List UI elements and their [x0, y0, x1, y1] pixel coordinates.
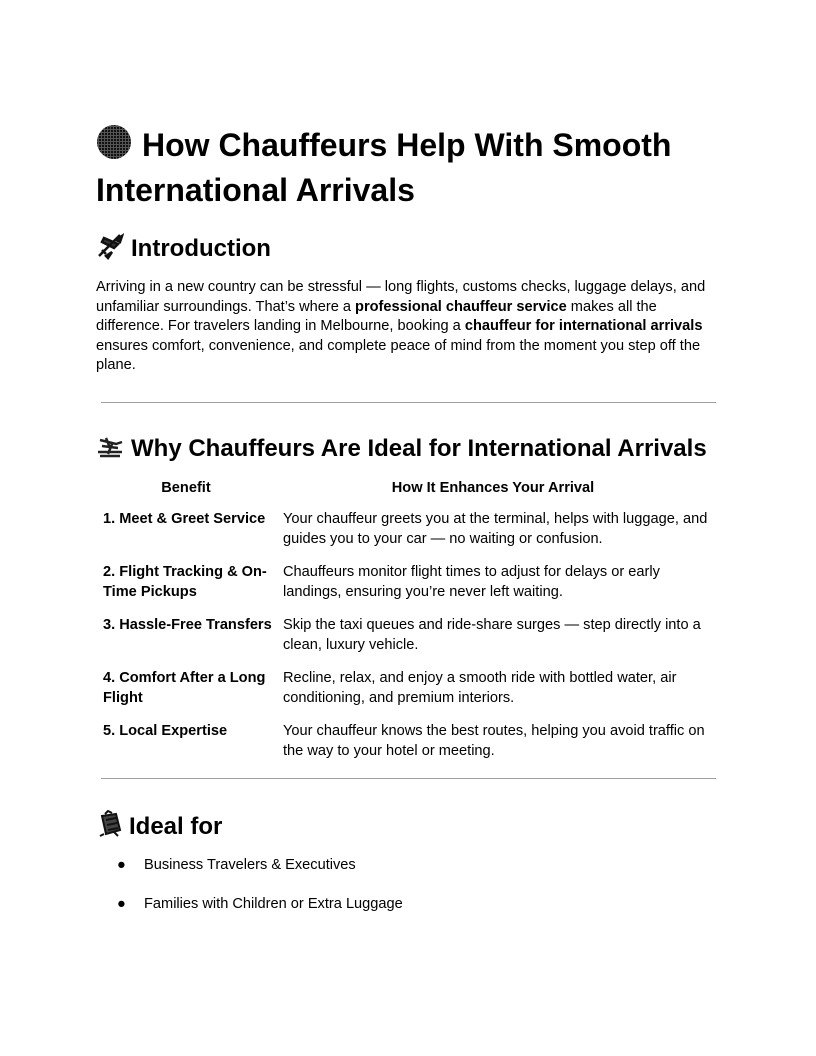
intro-text-1: Arriving in a new country can be stressful — long flights, customs checks, luggage delays, and unfamiliar surroundings. That’s where a [96, 279, 706, 315]
table-row [96, 616, 716, 669]
column-header-enhancement: How It Enhances Your Arrival [391, 480, 595, 496]
page-title [96, 124, 736, 211]
table-row [96, 563, 716, 616]
benefit-cell: 2. Flight Tracking & On-Time Pickups [103, 564, 267, 600]
introduction-paragraph [96, 278, 718, 376]
why-heading-text: Why Chauffeurs Are Ideal for International Arrivals [131, 435, 707, 462]
introduction-heading-text: Introduction [131, 235, 271, 262]
benefit-cell: 4. Comfort After a Long Flight [103, 670, 266, 706]
benefit-cell: 3. Hassle-Free Transfers [103, 617, 272, 633]
benefits-table [96, 476, 716, 775]
benefit-cell: 5. Local Expertise [103, 723, 228, 739]
list-item-text: Families with Children or Extra Luggage [144, 896, 403, 912]
introduction-heading [96, 232, 271, 268]
ideal-for-list [96, 856, 696, 934]
column-header-benefit: Benefit [161, 480, 211, 496]
globe-icon [96, 124, 132, 170]
airplane-icon [96, 232, 124, 268]
ideal-for-heading-text: Ideal for [129, 813, 223, 840]
description-cell: Your chauffeur knows the best routes, helping you avoid traffic on the way to your hotel or meeting. [283, 723, 705, 759]
bullet-icon: ● [117, 857, 126, 873]
description-cell: Chauffeurs monitor flight times to adjust for delays or early landings, ensuring you’re never left waiting. [283, 564, 660, 600]
title-text: How Chauffeurs Help With Smooth International Arrivals [96, 127, 672, 208]
intro-bold-2: chauffeur for international arrivals [464, 318, 703, 334]
description-cell: Recline, relax, and enjoy a smooth ride with bottled water, air conditioning, and premium interiors. [283, 670, 677, 706]
bullet-icon: ● [117, 896, 126, 912]
list-item [96, 895, 696, 934]
table-row [96, 510, 716, 563]
luggage-icon [96, 810, 122, 846]
intro-text-3: ensures comfort, convenience, and complete peace of mind from the moment you step off the plane. [96, 337, 701, 373]
benefit-cell: 1. Meet & Greet Service [103, 511, 266, 527]
landing-plane-icon [96, 434, 124, 468]
table-row [96, 722, 716, 775]
description-cell: Your chauffeur greets you at the terminal, helps with luggage, and guides you to your car — no waiting or confusion. [283, 511, 708, 547]
list-item-text: Business Travelers & Executives [144, 857, 356, 873]
intro-text-2: makes all the difference. For travelers landing in Melbourne, booking a [96, 298, 657, 334]
table-row [96, 669, 716, 722]
list-item [96, 856, 696, 895]
table-header [96, 476, 716, 510]
divider [101, 402, 716, 403]
why-heading [96, 434, 707, 468]
ideal-for-heading [96, 810, 222, 846]
divider [101, 778, 716, 779]
description-cell: Skip the taxi queues and ride-share surges — step directly into a clean, luxury vehicle. [283, 617, 701, 653]
intro-bold-1: professional chauffeur service [355, 298, 567, 315]
